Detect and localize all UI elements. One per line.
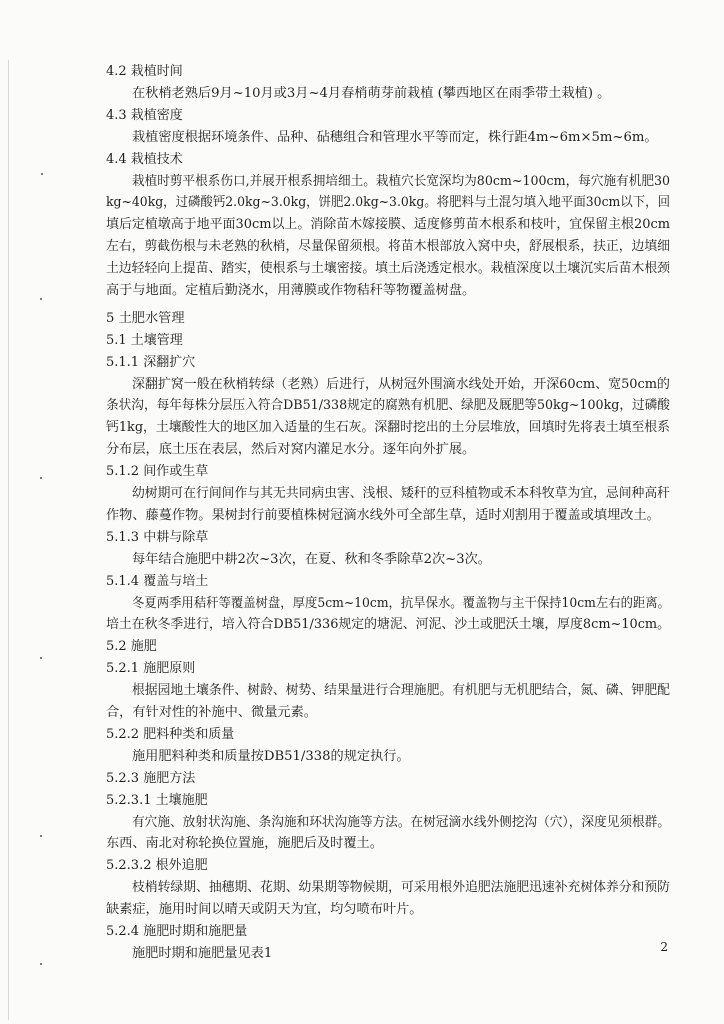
line-text: 4.3 栽植密度 <box>106 108 183 123</box>
line-text: 高于与地面。定植后勤浇水，用薄膜或作物秸秆等物覆盖树盘。 <box>106 283 476 298</box>
line-text: 幼树期可在行间间作与其无共同病虫害、浅根、矮秆的豆科植物或禾本科牧草为宜，忌间种高秆 <box>132 486 670 501</box>
line-text: kg~40kg，过磷酸钙2.0kg~3.0kg，饼肥2.0kg~3.0kg。将肥料与土混匀填入地平面30cm以下，回 <box>106 195 670 210</box>
line-text: 钙1kg，土壤酸性大的地区加入适量的生石灰。深翻时挖出的土分层堆放，回填时先将表土填至根系 <box>106 420 671 435</box>
line-text: 5.2.3 施肥方法 <box>106 771 196 786</box>
line-text: 栽植时剪平根系伤口,并展开根系拥培细土。栽植穴长宽深均为80cm~100cm，每穴施有机肥30 <box>132 174 671 189</box>
line-text: 深翻扩窝一般在秋梢转绿（老熟）后进行，从树冠外围滴水线处开始，开深60cm、宽50cm的 <box>132 377 671 392</box>
line-text: 分布层，底土压在表层，然后对窝内灌足水分。逐年向外扩展。 <box>106 442 476 457</box>
line-text: 5.2.4 施肥时期和施肥量 <box>106 924 248 939</box>
line-text: 4.2 栽植时间 <box>106 64 183 79</box>
line-text: 5.2.3.2 根外追肥 <box>106 858 208 873</box>
line-text: 培土在秋冬季进行，培入符合DB51/336规定的塘泥、河泥、沙土或肥沃土壤，厚度8cm~10cm。 <box>106 617 670 632</box>
line-text: 施肥时期和施肥量见表1 <box>132 946 273 961</box>
line-text: 每年结合施肥中耕2次~3次，在夏、秋和冬季除草2次~3次。 <box>132 552 491 567</box>
line-text: 作物、藤蔓作物。果树封行前要植株树冠滴水线外可全部生草，适时刈割用于覆盖或填埋改土。 <box>106 508 660 523</box>
page-number: 2 <box>660 940 668 954</box>
paragraph-line <box>0 278 724 304</box>
line-text: 填后定植墩高于地平面30cm以上。消除苗木嫁接膜、适度修剪苗木根系和枝叶，宜保留主根20cm <box>106 217 671 232</box>
line-text: 5 土肥水管理 <box>106 311 185 326</box>
line-text: 5.2.1 施肥原则 <box>106 661 196 676</box>
line-text: 冬夏两季用秸秆等覆盖树盘，厚度5cm~10cm，抗旱保水。覆盖物与主干保持10cm左右的距离。 <box>132 596 671 611</box>
line-text: 5.2 施肥 <box>106 639 157 654</box>
line-text: 左右，剪截伤根与未老熟的秋梢，尽量保留须根。将苗木根部放入窝中央，舒展根系，扶正，边填细 <box>106 239 671 254</box>
paragraph-line <box>0 941 724 967</box>
line-text: 东西、南北对称轮换位置施，施肥后及时覆土。 <box>106 836 383 851</box>
line-text: 合，有针对性的补施中、微量元素。 <box>106 705 317 720</box>
line-text: 5.2.2 肥料种类和质量 <box>106 727 235 742</box>
line-text: 有穴施、放射状沟施、条沟施和环状沟施等方法。在树冠滴水线外侧挖沟（穴），深度见须根群。 <box>132 815 670 830</box>
line-text: 5.2.3.1 土壤施肥 <box>106 793 208 808</box>
line-text: 条状沟，每年每株分层压入符合DB51/338规定的腐熟有机肥、绿肥及厩肥等50kg~100kg，过磷酸 <box>106 398 670 413</box>
line-text: 栽植密度根据环境条件、品种、砧穗组合和管理水平等而定，株行距4m~6m×5m~6m。 <box>132 130 658 145</box>
line-text: 5.1.4 覆盖与培土 <box>106 574 209 589</box>
line-text: 缺素症，施用时间以晴天或阴天为宜，均匀喷布叶片。 <box>106 902 423 917</box>
line-text: 5.1.2 间作或生草 <box>106 464 209 479</box>
line-text: 施用肥料种类和质量按DB51/338的规定执行。 <box>132 749 410 764</box>
line-text: 土边轻轻向上提苗、踏实，使根系与土壤密接。填土后浇透定根水。栽植深度以土壤沉实后苗木根颈 <box>106 261 671 276</box>
line-text: 5.1.3 中耕与除草 <box>106 530 209 545</box>
line-text: 根据园地土壤条件、树龄、树势、结果量进行合理施肥。有机肥与无机肥结合，氮、磷、钾肥配 <box>132 683 670 698</box>
line-text: 在秋梢老熟后9月~10月或3月~4月春梢萌芽前栽植 (攀西地区在雨季带土栽植) 。 <box>132 86 611 101</box>
line-text: 4.4 栽植技术 <box>106 152 183 167</box>
line-text: 5.1.1 深翻扩穴 <box>106 355 196 370</box>
line-text: 5.1 土壤管理 <box>106 333 183 348</box>
line-text: 枝梢转绿期、抽穗期、花期、幼果期等物候期，可采用根外追肥法施肥迅速补充树体养分和预防 <box>132 880 670 895</box>
